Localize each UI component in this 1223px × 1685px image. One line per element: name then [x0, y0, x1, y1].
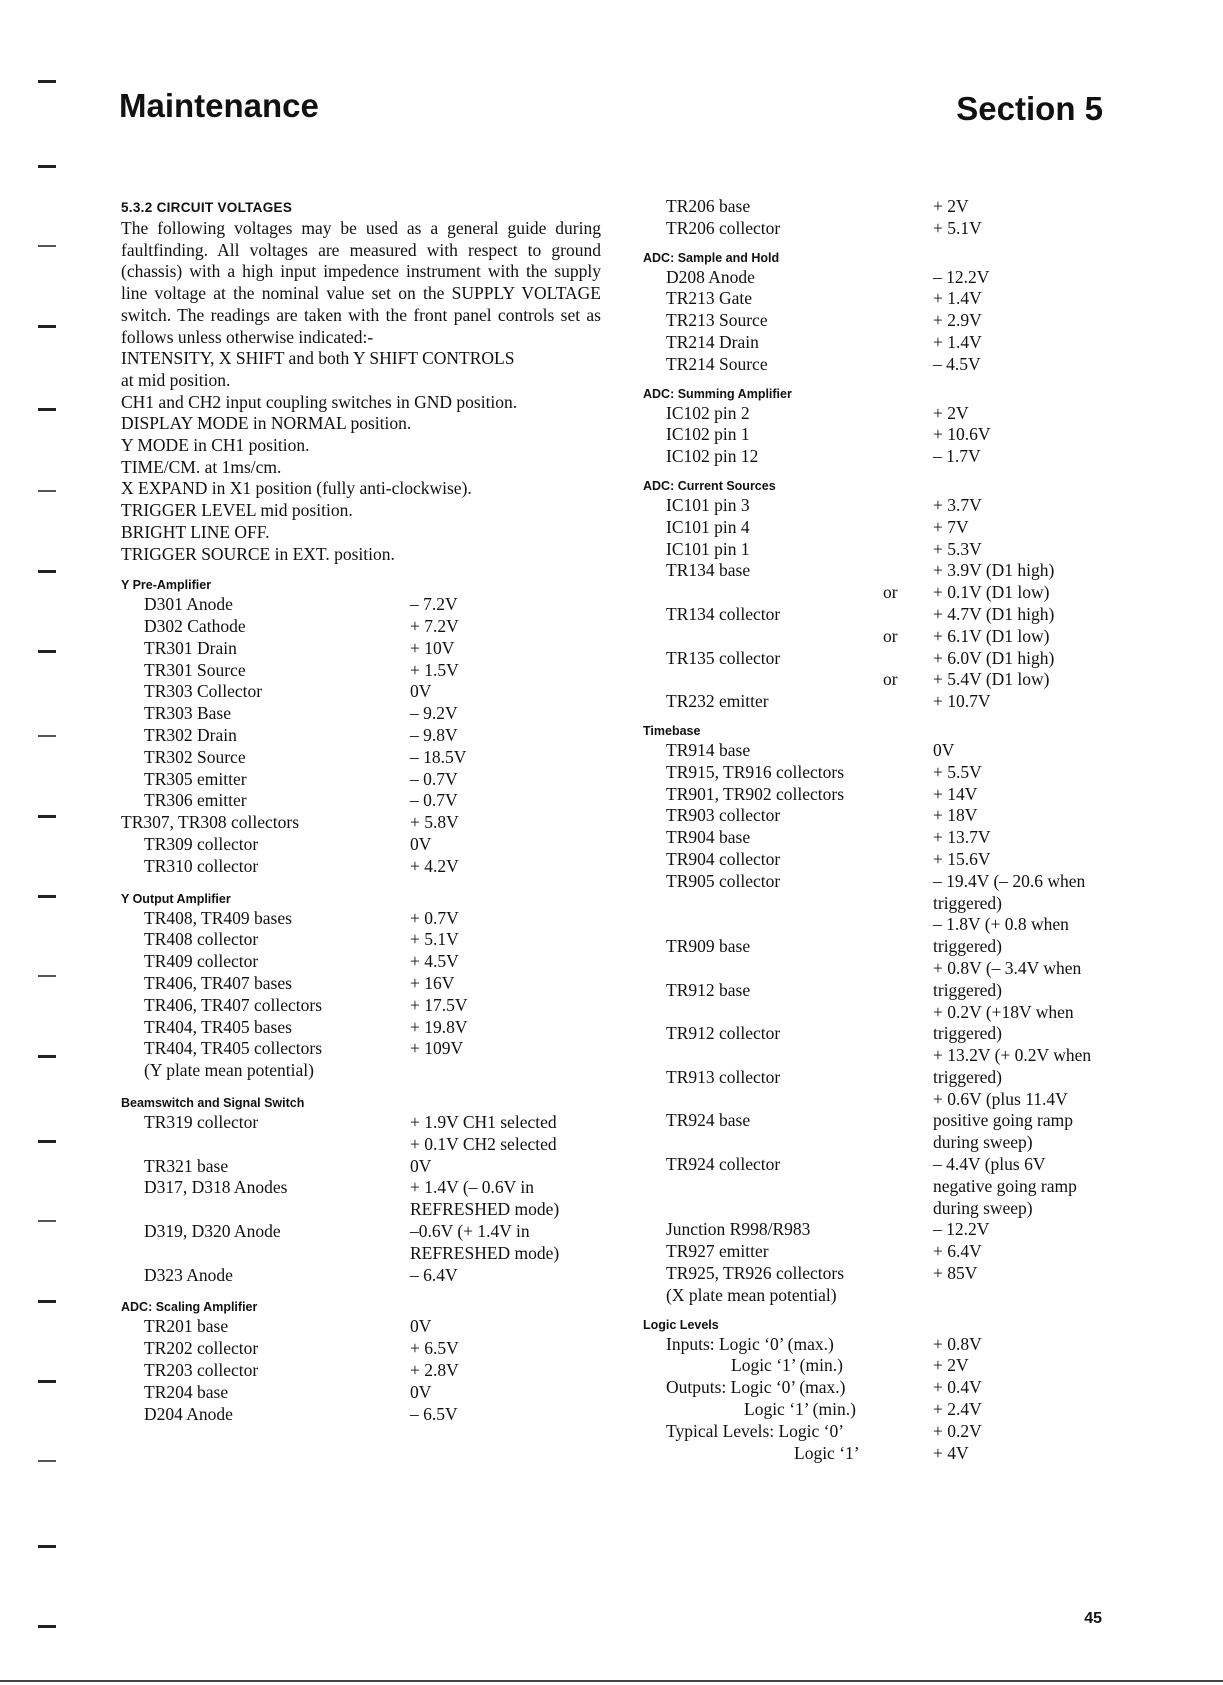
component-label: TR914 base — [666, 739, 751, 760]
voltage-value: + 3.9V (D1 high) — [933, 560, 1055, 581]
voltage-row — [643, 805, 1163, 827]
component-label: TR408 collector — [144, 929, 259, 950]
component-label: TR305 emitter — [144, 768, 247, 789]
voltage-value: – 4.4V (plus 6V negative going ramp during sweep) — [933, 1154, 1077, 1218]
voltage-value: – 1.8V (+ 0.8 when triggered) — [933, 914, 1069, 957]
voltage-row — [121, 790, 601, 812]
component-label: TR232 emitter — [666, 691, 769, 712]
voltage-row — [643, 539, 1163, 561]
component-label: IC101 pin 1 — [666, 538, 750, 559]
component-label: D317, D318 Anodes — [144, 1177, 288, 1198]
voltage-value: + 85V — [933, 1263, 978, 1284]
voltage-value: – 12.2V — [933, 266, 990, 287]
section-heading: ADC: Summing Amplifier — [643, 386, 792, 401]
margin-tick — [38, 1460, 56, 1462]
setting-line: TRIGGER SOURCE in EXT. position. — [121, 543, 395, 564]
voltage-row — [643, 849, 1163, 871]
voltage-value: + 5.1V — [410, 929, 459, 950]
component-label: TR302 Source — [144, 746, 246, 767]
voltage-value: + 10.7V — [933, 691, 991, 712]
component-label: TR912 collector — [666, 1023, 781, 1044]
component-label: TR903 collector — [666, 805, 781, 826]
intro-text: The following voltages may be used as a general guide during faultfinding. All voltages are measured with respect to ground (chassis) with a high input impedence instrument with the supply line voltage at the nominal value set on the SUPPLY VOLTAGE switch. The readings are taken with the front panel controls set as follows unless otherwise indicated:- — [121, 218, 601, 347]
component-label: TR306 emitter — [144, 790, 247, 811]
voltage-value: + 4V — [933, 1442, 969, 1463]
right-column — [643, 196, 1163, 1464]
voltage-value: + 1.4V — [933, 288, 982, 309]
voltage-value: – 9.2V — [410, 703, 458, 724]
voltage-row — [643, 691, 1163, 713]
margin-tick — [38, 165, 56, 168]
voltage-value: + 13.2V (+ 0.2V when triggered) — [933, 1045, 1092, 1087]
voltage-value: + 109V — [410, 1038, 464, 1059]
voltage-row — [121, 594, 601, 616]
voltage-row — [121, 1221, 601, 1265]
component-label: Junction R998/R983 — [666, 1219, 811, 1240]
voltage-value: + 1.4V (– 0.6V in REFRESHED mode) — [410, 1177, 560, 1220]
component-label: Logic ‘1’ (min.) — [731, 1355, 843, 1376]
voltage-row — [643, 332, 1163, 354]
component-label: Logic ‘1’ (min.) — [744, 1399, 856, 1420]
component-label: TR927 emitter — [666, 1241, 769, 1262]
component-label: D208 Anode — [666, 266, 755, 287]
section-heading: Beamswitch and Signal Switch — [121, 1095, 305, 1110]
voltage-rows — [121, 1112, 601, 1286]
voltage-row — [121, 703, 601, 725]
voltage-row — [121, 908, 601, 930]
margin-tick — [38, 408, 56, 411]
voltage-value: + 6.0V (D1 high) — [933, 647, 1055, 668]
voltage-row — [121, 834, 601, 856]
voltage-row — [121, 1316, 601, 1338]
voltage-section — [643, 478, 1163, 713]
margin-tick — [38, 975, 56, 977]
voltage-row — [643, 1421, 1163, 1443]
voltage-row — [121, 1156, 601, 1178]
voltage-value: 0V — [410, 1155, 432, 1176]
voltage-rows — [643, 495, 1163, 713]
voltage-value: – 9.8V — [410, 725, 458, 746]
margin-tick — [38, 815, 56, 818]
voltage-row — [643, 784, 1163, 806]
voltage-row — [643, 669, 1163, 691]
setting-line: X EXPAND in X1 position (fully anti-clockwise). — [121, 478, 472, 499]
section-heading: Y Pre-Amplifier — [121, 578, 212, 593]
voltage-row — [643, 1154, 1163, 1219]
voltage-row — [643, 827, 1163, 849]
voltage-row — [643, 495, 1163, 517]
or-label: or — [883, 582, 898, 603]
voltage-value: + 0.6V (plus 11.4V positive going ramp during sweep) — [933, 1088, 1073, 1153]
component-label: (Y plate mean potential) — [144, 1060, 314, 1081]
margin-tick — [38, 735, 56, 737]
component-label: TR909 base — [666, 936, 751, 957]
page-header-title: Maintenance — [119, 87, 319, 124]
margin-tick — [38, 1380, 56, 1383]
voltage-row — [643, 740, 1163, 762]
voltage-value: + 0.2V (+18V when triggered) — [933, 1001, 1074, 1044]
section-heading: ADC: Scaling Amplifier — [121, 1300, 258, 1315]
component-label: D323 Anode — [144, 1264, 233, 1285]
margin-tick — [38, 1625, 56, 1628]
voltage-value: + 5.1V — [933, 217, 982, 238]
voltage-row — [643, 604, 1163, 626]
page-number: 45 — [1084, 1610, 1102, 1627]
margin-tick — [38, 895, 56, 898]
voltage-row — [643, 1285, 1163, 1307]
voltage-value: – 6.4V — [410, 1264, 458, 1285]
voltage-value: 0V — [933, 739, 955, 760]
component-label: TR303 Base — [144, 703, 232, 724]
voltage-value: 0V — [410, 1316, 432, 1337]
setting-line: at mid position. — [121, 369, 231, 390]
voltage-section — [643, 386, 1163, 468]
section-heading: ADC: Current Sources — [643, 478, 776, 493]
voltage-row — [121, 856, 601, 878]
voltage-rows — [643, 740, 1163, 1307]
component-label: TR404, TR405 collectors — [144, 1038, 323, 1059]
component-label: TR206 collector — [666, 217, 781, 238]
component-label: IC102 pin 1 — [666, 424, 750, 445]
voltage-row — [643, 1355, 1163, 1377]
voltage-row — [121, 681, 601, 703]
voltage-row — [643, 1002, 1163, 1046]
voltage-row — [121, 1382, 601, 1404]
component-label: TR135 collector — [666, 647, 781, 668]
voltage-rows — [121, 1316, 601, 1425]
voltage-rows — [643, 267, 1163, 376]
voltage-value: –0.6V (+ 1.4V in REFRESHED mode) — [410, 1220, 560, 1263]
component-label: Logic ‘1’ — [794, 1442, 860, 1463]
voltage-row — [121, 1112, 601, 1156]
or-label: or — [883, 625, 898, 646]
voltage-value: + 10V — [410, 637, 455, 658]
component-label: Inputs: Logic ‘0’ (max.) — [666, 1333, 834, 1354]
voltage-value: + 6.5V — [410, 1338, 459, 1359]
voltage-row — [643, 1089, 1163, 1154]
voltage-value: + 2.4V — [933, 1399, 982, 1420]
component-label: TR404, TR405 bases — [144, 1016, 292, 1037]
voltage-section — [643, 723, 1163, 1307]
component-label: IC101 pin 3 — [666, 494, 750, 515]
intro-paragraph — [121, 218, 601, 348]
voltage-row — [121, 747, 601, 769]
voltage-row — [643, 354, 1163, 376]
component-label: TR206 base — [666, 196, 751, 216]
component-label: TR214 Drain — [666, 331, 759, 352]
margin-tick — [38, 650, 56, 653]
component-label: TR924 base — [666, 1110, 751, 1131]
voltage-value: + 0.4V — [933, 1377, 982, 1398]
component-label: TR301 Source — [144, 659, 246, 680]
component-label: TR303 Collector — [144, 681, 263, 702]
voltage-value: + 2.8V — [410, 1359, 459, 1380]
component-label: TR213 Gate — [666, 288, 753, 309]
component-label: (X plate mean potential) — [666, 1284, 837, 1305]
voltage-value: – 0.7V — [410, 768, 458, 789]
voltage-row — [643, 1263, 1163, 1285]
or-label: or — [883, 669, 898, 690]
voltage-value: – 0.7V — [410, 790, 458, 811]
setting-line: TIME/CM. at 1ms/cm. — [121, 456, 282, 477]
voltage-row — [643, 1241, 1163, 1263]
voltage-value: + 14V — [933, 783, 978, 804]
component-label: TR904 collector — [666, 848, 781, 869]
component-label: TR915, TR916 collectors — [666, 761, 845, 782]
component-label: TR309 collector — [144, 834, 259, 855]
component-label: IC101 pin 4 — [666, 516, 750, 537]
voltage-row — [121, 1404, 601, 1426]
component-label: TR406, TR407 collectors — [144, 994, 323, 1015]
voltage-value: + 0.8V — [933, 1333, 982, 1354]
left-sections — [121, 577, 601, 1425]
margin-tick — [38, 570, 56, 573]
voltage-row — [121, 1338, 601, 1360]
component-label: TR302 Drain — [144, 725, 237, 746]
voltage-section — [643, 250, 1163, 376]
voltage-row — [121, 951, 601, 973]
voltage-value: + 0.1V (D1 low) — [933, 582, 1050, 603]
bottom-rule — [0, 1680, 1223, 1682]
voltage-row — [643, 1377, 1163, 1399]
voltage-row — [121, 1265, 601, 1287]
voltage-row — [121, 1177, 601, 1221]
voltage-row — [643, 218, 1163, 240]
component-label: TR904 base — [666, 827, 751, 848]
voltage-row — [121, 1017, 601, 1039]
margin-tick — [38, 1300, 56, 1303]
component-label: IC102 pin 2 — [666, 402, 750, 423]
voltage-row — [643, 517, 1163, 539]
component-label: TR203 collector — [144, 1359, 259, 1380]
voltage-rows — [643, 196, 1163, 240]
voltage-row — [121, 1038, 601, 1060]
margin-tick — [38, 1545, 56, 1548]
voltage-value: – 18.5V — [410, 746, 467, 767]
voltage-row — [121, 638, 601, 660]
component-label: TR408, TR409 bases — [144, 907, 292, 928]
margin-tick — [38, 80, 56, 83]
voltage-value: + 0.7V — [410, 907, 459, 928]
component-label: TR912 base — [666, 979, 751, 1000]
component-label: D301 Anode — [144, 594, 233, 615]
voltage-value: + 6.1V (D1 low) — [933, 625, 1050, 646]
voltage-value: + 2.9V — [933, 310, 982, 331]
voltage-section — [643, 1317, 1163, 1465]
voltage-value: + 1.5V — [410, 659, 459, 680]
voltage-value: + 4.7V (D1 high) — [933, 603, 1055, 624]
component-label: TR214 Source — [666, 353, 768, 374]
component-label: TR310 collector — [144, 855, 259, 876]
left-column — [121, 199, 601, 1425]
section-heading: ADC: Sample and Hold — [643, 250, 780, 265]
component-label: TR307, TR308 collectors — [121, 812, 300, 833]
voltage-row — [643, 1443, 1163, 1465]
voltage-value: + 16V — [410, 973, 455, 993]
voltage-value: – 12.2V — [933, 1219, 990, 1240]
component-label: TR901, TR902 collectors — [666, 783, 845, 804]
voltage-rows — [121, 908, 601, 1082]
setting-line: BRIGHT LINE OFF. — [121, 521, 270, 542]
component-label: D319, D320 Anode — [144, 1220, 281, 1241]
voltage-row — [643, 1399, 1163, 1421]
voltage-section — [121, 891, 601, 1082]
section-heading: Logic Levels — [643, 1317, 719, 1332]
voltage-row — [643, 914, 1163, 958]
voltage-value: + 5.5V — [933, 761, 982, 782]
voltage-value: 0V — [410, 681, 432, 702]
voltage-value: + 2V — [933, 402, 969, 423]
component-label: TR213 Source — [666, 310, 768, 331]
section-heading: Y Output Amplifier — [121, 891, 231, 906]
section-heading: Timebase — [643, 723, 701, 738]
voltage-row — [643, 196, 1163, 218]
voltage-row — [121, 616, 601, 638]
voltage-row — [643, 446, 1163, 468]
voltage-value: – 4.5V — [933, 353, 981, 374]
component-label: TR409 collector — [144, 951, 259, 972]
voltage-rows — [643, 1334, 1163, 1465]
voltage-value: + 3.7V — [933, 494, 982, 515]
component-label: D302 Cathode — [144, 616, 246, 637]
component-label: TR924 collector — [666, 1154, 781, 1175]
voltage-value: – 19.4V (– 20.6 when triggered) — [933, 870, 1086, 913]
voltage-value: + 1.4V — [933, 331, 982, 352]
voltage-row — [643, 648, 1163, 670]
voltage-row — [643, 560, 1163, 582]
component-label: TR925, TR926 collectors — [666, 1263, 845, 1284]
component-label: TR319 collector — [144, 1111, 259, 1132]
component-label: Typical Levels: Logic ‘0’ — [666, 1420, 845, 1441]
voltage-row — [121, 995, 601, 1017]
voltage-row — [121, 1360, 601, 1382]
component-label: TR134 collector — [666, 603, 781, 624]
voltage-value: + 7V — [933, 516, 969, 537]
setting-line: INTENSITY, X SHIFT and both Y SHIFT CONTROLS — [121, 348, 515, 369]
component-label: TR204 base — [144, 1381, 229, 1402]
setting-line: Y MODE in CH1 position. — [121, 435, 310, 456]
voltage-row — [643, 310, 1163, 332]
voltage-row — [643, 958, 1163, 1002]
voltage-row — [643, 1219, 1163, 1241]
margin-tick — [38, 1055, 56, 1058]
voltage-row — [643, 1334, 1163, 1356]
component-label: TR301 Drain — [144, 637, 237, 658]
voltage-row — [121, 769, 601, 791]
voltage-row — [643, 762, 1163, 784]
margin-tick — [38, 245, 56, 247]
voltage-value: + 2V — [933, 196, 969, 216]
voltage-value: + 5.8V — [410, 812, 459, 833]
voltage-value: + 1.9V CH1 selected + 0.1V CH2 selected — [410, 1111, 557, 1154]
component-label: TR201 base — [144, 1316, 229, 1337]
margin-tick — [38, 325, 56, 328]
voltage-row — [643, 288, 1163, 310]
page-header-section: Section 5 — [956, 90, 1103, 127]
margin-tick — [38, 490, 56, 492]
voltage-value: + 17.5V — [410, 994, 468, 1015]
voltage-row — [121, 812, 601, 834]
voltage-value: + 0.2V — [933, 1420, 982, 1441]
voltage-value: – 7.2V — [410, 594, 458, 615]
voltage-row — [121, 660, 601, 682]
component-label: TR913 collector — [666, 1066, 781, 1087]
voltage-row — [643, 267, 1163, 289]
voltage-value: + 10.6V — [933, 424, 991, 445]
voltage-value: + 4.5V — [410, 951, 459, 972]
voltage-row — [643, 582, 1163, 604]
voltage-value: – 1.7V — [933, 446, 981, 467]
voltage-row — [643, 871, 1163, 915]
voltage-value: + 2V — [933, 1355, 969, 1376]
settings-list — [121, 348, 601, 565]
voltage-value: – 6.5V — [410, 1403, 458, 1424]
voltage-section — [121, 577, 601, 877]
voltage-section — [643, 196, 1163, 240]
voltage-row — [643, 403, 1163, 425]
component-label: IC102 pin 12 — [666, 446, 759, 467]
voltage-value: + 5.3V — [933, 538, 982, 559]
margin-tick — [38, 1220, 56, 1222]
component-label: TR406, TR407 bases — [144, 973, 292, 993]
component-label: D204 Anode — [144, 1403, 233, 1424]
voltage-value: + 0.8V (– 3.4V when triggered) — [933, 957, 1082, 1000]
voltage-rows — [121, 594, 601, 877]
setting-line: DISPLAY MODE in NORMAL position. — [121, 413, 412, 434]
voltage-value: + 13.7V — [933, 827, 991, 848]
voltage-value: + 4.2V — [410, 855, 459, 876]
voltage-value: + 6.4V — [933, 1241, 982, 1262]
margin-tick — [38, 1140, 56, 1143]
voltage-value: 0V — [410, 1381, 432, 1402]
voltage-value: + 18V — [933, 805, 978, 826]
setting-line: CH1 and CH2 input coupling switches in GND position. — [121, 391, 518, 412]
voltage-value: + 7.2V — [410, 616, 459, 637]
voltage-value: + 15.6V — [933, 848, 991, 869]
section-title: 5.3.2 CIRCUIT VOLTAGES — [121, 200, 293, 215]
voltage-row — [643, 1045, 1163, 1089]
voltage-value: + 19.8V — [410, 1016, 468, 1037]
voltage-row — [643, 626, 1163, 648]
voltage-value: + 5.4V (D1 low) — [933, 669, 1050, 690]
voltage-row — [643, 424, 1163, 446]
component-label: TR202 collector — [144, 1338, 259, 1359]
voltage-section — [121, 1095, 601, 1286]
voltage-row — [121, 973, 601, 995]
component-label: Outputs: Logic ‘0’ (max.) — [666, 1377, 846, 1398]
voltage-value: 0V — [410, 834, 432, 855]
voltage-row — [121, 1060, 601, 1082]
voltage-row — [121, 725, 601, 747]
component-label: TR321 base — [144, 1155, 229, 1176]
component-label: TR905 collector — [666, 870, 781, 891]
voltage-section — [121, 1299, 601, 1425]
setting-line: TRIGGER LEVEL mid position. — [121, 500, 353, 521]
right-sections — [643, 196, 1163, 1464]
voltage-rows — [643, 403, 1163, 468]
component-label: TR134 base — [666, 560, 751, 581]
voltage-row — [121, 929, 601, 951]
